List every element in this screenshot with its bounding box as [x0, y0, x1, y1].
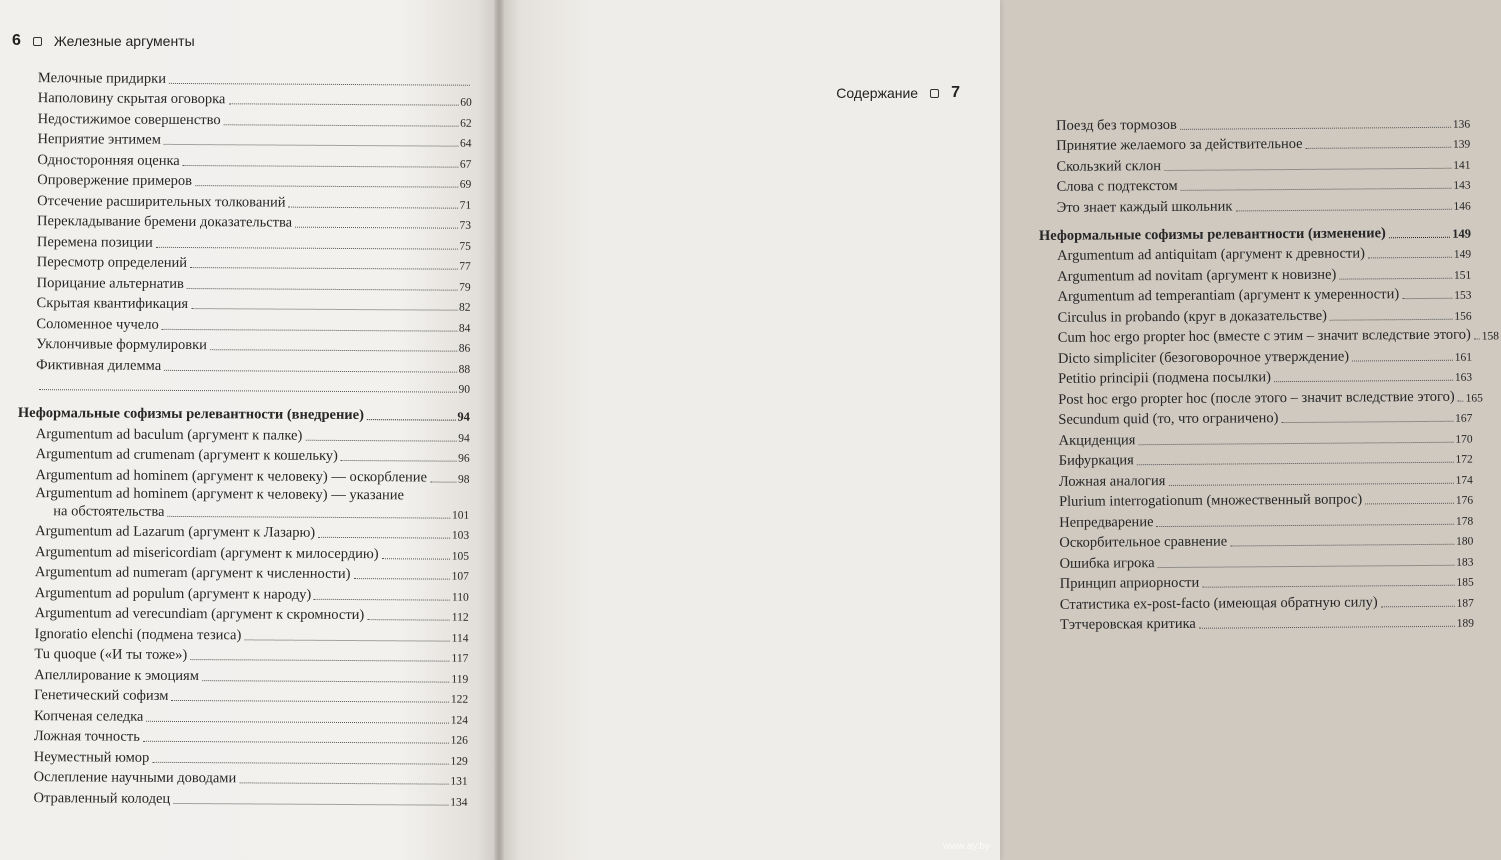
toc-entry-title: Dicto simpliciter (безоговорочное утверждение) — [1057, 348, 1350, 367]
toc-entry-page: 94 — [458, 432, 470, 445]
toc-entry-title: Акциденция — [1058, 431, 1136, 449]
toc-entry — [19, 168, 471, 191]
toc-entry-title: Argumentum ad numeram (аргумент к численности) — [34, 564, 351, 583]
toc-leader-dots — [1157, 523, 1454, 526]
toc-entry — [18, 291, 470, 314]
toc-entry-title: Argumentum ad verecundiam (аргумент к скромности) — [34, 605, 365, 624]
toc-entry-page: 79 — [459, 281, 471, 294]
toc-entry-page: 114 — [451, 632, 469, 645]
toc-section-heading — [1039, 217, 1471, 244]
toc-entry — [16, 704, 468, 727]
right-running-title: Содержание — [836, 85, 919, 101]
toc-leader-dots — [1368, 257, 1452, 259]
toc-entry-page: 172 — [1455, 453, 1473, 467]
toc-entry-page: 146 — [1453, 200, 1471, 213]
toc-entry — [18, 422, 470, 445]
toc-entry-title: Порицание альтернатив — [36, 274, 184, 292]
toc-leader-dots — [39, 389, 456, 393]
toc-entry-title: Argumentum ad misericordiam (аргумент к милосердию) — [34, 543, 379, 562]
toc-leader-dots — [1235, 208, 1451, 211]
toc-entry — [19, 230, 471, 253]
toc-entry-page: 73 — [459, 220, 472, 233]
toc-entry-title: Апеллирование к эмоциям — [34, 666, 199, 684]
toc-entry-page: 96 — [458, 453, 470, 466]
book-gutter — [494, 0, 504, 860]
toc-entry-page: 126 — [450, 735, 468, 748]
left-toc — [15, 66, 472, 809]
watermark: www.ay.by — [942, 841, 990, 852]
toc-entry-title: Неприятие энтимем — [37, 131, 161, 148]
toc-entry-page: 134 — [450, 796, 468, 809]
toc-entry — [19, 127, 471, 150]
toc-entry-title: Перемена позиции — [36, 233, 153, 251]
toc-entry — [17, 463, 469, 486]
toc-leader-dots — [1137, 462, 1454, 465]
toc-entry — [19, 148, 471, 171]
toc-entry — [1040, 385, 1483, 409]
toc-leader-dots — [1352, 359, 1453, 361]
toc-entry-title: Генетический софизм — [34, 687, 169, 704]
toc-entry-page: 156 — [1454, 310, 1472, 323]
toc-entry-title: Tu quoque («И ты тоже») — [34, 646, 188, 664]
toc-leader-dots — [1365, 503, 1454, 505]
toc-entry-page: 158 — [1481, 330, 1500, 343]
toc-entry-page: 129 — [450, 755, 468, 768]
toc-entry-title: Перекладывание бремени доказательства — [37, 213, 293, 231]
toc-leader-dots — [195, 185, 458, 188]
toc-entry — [1042, 610, 1474, 634]
toc-entry — [19, 189, 471, 212]
toc-entry-title: Ignoratio elenchi (подмена тезиса) — [34, 625, 242, 643]
square-ornament-icon — [33, 37, 42, 46]
toc-entry-page: 183 — [1456, 556, 1474, 569]
toc-entry-page: 98 — [457, 473, 470, 486]
toc-leader-dots — [1389, 236, 1450, 237]
toc-entry-page: 131 — [450, 776, 468, 789]
toc-entry-page: 88 — [458, 363, 471, 376]
toc-entry-title: Принцип априорности — [1059, 574, 1200, 592]
toc-leader-dots — [162, 328, 457, 331]
toc-leader-dots — [239, 782, 448, 784]
toc-entry-title: Argumentum ad baculum (аргумент к палке) — [35, 425, 303, 444]
toc-entry-title: Ошибка игрока — [1059, 554, 1155, 572]
toc-entry-title: Argumentum ad hominem (аргумент к человеку) — оскорбление — [35, 466, 428, 486]
toc-entry-title: Неуместный юмор — [33, 748, 150, 766]
toc-entry-title: Скрытая квантификация — [36, 295, 189, 313]
toc-leader-dots — [164, 144, 458, 147]
toc-entry-page: 149 — [1453, 248, 1472, 262]
toc-entry — [15, 786, 467, 809]
toc-leader-dots — [183, 164, 458, 167]
toc-entry-page: 174 — [1455, 474, 1473, 487]
toc-leader-dots — [146, 720, 448, 723]
toc-entry — [18, 353, 470, 376]
toc-leader-dots — [1339, 277, 1452, 279]
toc-leader-dots — [1330, 318, 1452, 320]
toc-entry-title: Недостижимое совершенство — [37, 110, 221, 128]
toc-entry-title: Circulus in probando (круг в доказательстве) — [1057, 307, 1328, 326]
toc-entry-title: Petitio principii (подмена посылки) — [1058, 369, 1272, 387]
toc-entry-page: 178 — [1455, 515, 1474, 528]
toc-entry — [20, 86, 472, 109]
toc-leader-dots — [1180, 126, 1451, 129]
toc-leader-dots — [1138, 441, 1453, 444]
toc-entry — [20, 107, 472, 130]
toc-entry-title: Соломенное чучело — [36, 315, 159, 333]
right-running-head — [836, 84, 960, 102]
toc-entry — [16, 683, 468, 706]
toc-entry-title: Статистика ex-post-facto (имеющая обратную силу) — [1059, 593, 1378, 613]
toc-entry-title: Скользкий склон — [1056, 157, 1162, 175]
toc-entry-title: Cum hoc ergo propter hoc (вместе с этим – значит вследствие этого) — [1057, 326, 1471, 346]
toc-entry-page: 107 — [451, 571, 469, 584]
toc-entry-page: 143 — [1453, 179, 1471, 193]
toc-leader-dots — [1306, 147, 1451, 149]
toc-entry-title: Слова с подтекстом — [1056, 177, 1178, 195]
toc-leader-dots — [169, 82, 470, 85]
toc-leader-dots — [156, 246, 458, 249]
toc-entry — [19, 250, 471, 273]
toc-entry-title: Argumentum ad novitam (аргумент к новизне) — [1057, 266, 1337, 285]
toc-leader-dots — [353, 578, 449, 580]
toc-leader-dots — [228, 103, 458, 105]
toc-entry-title: Односторонняя оценка — [37, 151, 180, 169]
toc-entry-page: 71 — [459, 199, 472, 212]
toc-entry-title: Argumentum ad Lazarum (аргумент к Лазарю) — [35, 523, 316, 541]
toc-entry-page: 149 — [1452, 226, 1472, 241]
toc-entry-title: Отравленный колодец — [33, 789, 171, 807]
toc-entry-page: 69 — [459, 179, 472, 192]
toc-leader-dots — [224, 124, 459, 126]
toc-leader-dots — [164, 369, 457, 372]
toc-entry — [17, 519, 469, 542]
toc-entry-page: 67 — [459, 158, 472, 171]
toc-leader-dots — [1281, 421, 1453, 423]
toc-leader-dots — [1199, 626, 1455, 629]
toc-leader-dots — [210, 349, 457, 352]
toc-entry-title: Неформальные софизмы релевантности (изменение) — [1038, 224, 1386, 244]
toc-entry — [16, 663, 468, 686]
left-page-number: 6 — [12, 32, 21, 49]
left-page — [0, 0, 497, 860]
toc-entry-page: 163 — [1454, 371, 1473, 385]
toc-entry-title: Это знает каждый школьник — [1056, 198, 1233, 216]
toc-entry — [1040, 323, 1500, 347]
toc-entry-title: Копченая селедка — [33, 707, 144, 725]
toc-entry-title: Post hoc ergo propter hoc (после этого – значит вследствие этого) — [1058, 388, 1455, 408]
left-running-title: Железные аргументы — [53, 33, 195, 49]
toc-leader-dots — [173, 802, 448, 805]
square-ornament-icon — [930, 89, 939, 98]
toc-entry-page: 139 — [1452, 138, 1471, 152]
toc-entry — [17, 540, 469, 563]
toc-entry — [20, 66, 472, 89]
toc-entry-page: 141 — [1453, 159, 1471, 172]
toc-entry-title: Фиктивная дилемма — [36, 356, 162, 374]
toc-entry — [16, 642, 468, 665]
toc-entry — [16, 622, 468, 645]
toc-leader-dots — [202, 680, 450, 683]
toc-entry — [16, 745, 468, 768]
toc-leader-dots — [190, 659, 449, 662]
toc-leader-dots — [305, 439, 456, 441]
toc-entry-page: 185 — [1456, 576, 1474, 590]
toc-entry-page: 86 — [458, 343, 471, 356]
toc-leader-dots — [1402, 298, 1452, 299]
toc-entry — [16, 724, 468, 747]
toc-leader-dots — [1458, 400, 1464, 401]
toc-leader-dots — [1164, 167, 1451, 170]
toc-leader-dots — [367, 619, 450, 621]
toc-leader-dots — [295, 227, 457, 229]
toc-entry-page: 151 — [1453, 269, 1472, 282]
toc-entry — [18, 373, 470, 396]
toc-entry-continuation — [35, 502, 469, 523]
toc-entry-title: Тэтчеровская критика — [1059, 615, 1196, 633]
right-page-number: 7 — [951, 84, 960, 101]
toc-entry-title: Argumentum ad hominem (аргумент к человеку) — указание — [35, 484, 405, 503]
toc-entry-title: Неформальные софизмы релевантности (внедрение) — [17, 405, 365, 424]
right-page — [500, 0, 1500, 860]
toc-entry-page: 119 — [451, 673, 469, 686]
toc-entry-title: Plurium interrogationum (множественный вопрос) — [1058, 491, 1363, 510]
toc-entry-page: 124 — [450, 714, 469, 727]
toc-leader-dots — [190, 267, 457, 270]
toc-leader-dots — [1274, 380, 1453, 382]
toc-leader-dots — [187, 288, 457, 291]
toc-entry — [17, 581, 469, 604]
toc-leader-dots — [1474, 339, 1480, 340]
toc-leader-dots — [1158, 564, 1455, 567]
toc-entry-page: 84 — [458, 322, 471, 335]
toc-entry-page: 60 — [460, 97, 472, 110]
toc-entry-title: Ослепление научными доводами — [33, 769, 237, 787]
left-running-head — [12, 32, 195, 50]
toc-entry — [19, 271, 471, 294]
toc-leader-dots — [152, 761, 448, 764]
toc-entry-page: 112 — [451, 612, 469, 625]
toc-entry-title: Поезд без тормозов — [1056, 116, 1177, 134]
toc-entry-page: 161 — [1454, 351, 1472, 364]
toc-entry-title: Argumentum ad populum (аргумент к народу) — [34, 584, 312, 603]
toc-entry-title: Опровержение примеров — [37, 172, 193, 190]
toc-leader-dots — [191, 308, 457, 311]
toc-leader-dots — [341, 460, 456, 462]
toc-section-heading — [18, 398, 470, 425]
toc-entry-page: 170 — [1455, 433, 1473, 446]
toc-entry-title: Мелочные придирки — [37, 69, 167, 87]
toc-entry-page: 180 — [1456, 535, 1474, 549]
toc-entry — [19, 209, 471, 232]
toc-entry-page: 176 — [1455, 494, 1474, 508]
toc-entry-title: Отсечение расширительных толкований — [37, 192, 286, 211]
toc-entry — [17, 560, 469, 583]
toc-leader-dots — [314, 598, 450, 600]
toc-entry-page: 90 — [458, 384, 471, 397]
toc-entry-page: 165 — [1465, 392, 1483, 405]
toc-entry-title-cont: на обстоятельства — [53, 502, 165, 520]
toc-leader-dots — [382, 558, 450, 559]
toc-entry-page: 105 — [451, 550, 470, 563]
toc-leader-dots — [318, 537, 450, 539]
toc-leader-dots — [143, 741, 449, 744]
toc-leader-dots — [167, 515, 450, 518]
toc-entry-title: Пересмотр определений — [36, 254, 188, 272]
toc-entry-title: Argumentum ad temperantiam (аргумент к умеренности) — [1057, 286, 1400, 305]
toc-entry-title: Secundum quid (то, что ограничено) — [1058, 410, 1279, 428]
toc-entry-page: 187 — [1456, 597, 1474, 610]
toc-leader-dots — [171, 700, 448, 703]
toc-entry-page: 94 — [457, 409, 470, 425]
toc-leader-dots — [1202, 585, 1454, 588]
toc-leader-dots — [244, 639, 449, 641]
toc-entry-page: 103 — [451, 530, 470, 543]
toc-entry — [17, 601, 469, 624]
toc-leader-dots — [1230, 544, 1454, 547]
toc-entry-page: 110 — [451, 591, 469, 604]
toc-leader-dots — [430, 481, 456, 482]
toc-entry — [18, 442, 470, 465]
toc-entry-page: 75 — [459, 240, 471, 253]
toc-entry-page: 82 — [458, 302, 471, 315]
toc-entry-page: 189 — [1456, 617, 1475, 631]
toc-entry-title: Ложная точность — [33, 728, 140, 745]
toc-entry-page: 122 — [450, 694, 469, 707]
toc-entry-title: Ложная аналогия — [1058, 472, 1166, 490]
toc-entry-page: 62 — [460, 117, 472, 130]
toc-entry-page: 136 — [1452, 118, 1471, 131]
toc-entry-title: Принятие желаемого за действительное — [1056, 135, 1303, 154]
toc-leader-dots — [367, 419, 455, 421]
toc-entry-title: Argumentum ad antiquitam (аргумент к древности) — [1057, 245, 1365, 264]
toc-entry-title: Непредварение — [1059, 513, 1154, 531]
toc-leader-dots — [1381, 605, 1455, 607]
toc-entry-title: Наполовину скрытая оговорка — [37, 90, 226, 108]
toc-leader-dots — [1181, 188, 1452, 191]
toc-entry-title: Argumentum ad crumenam (аргумент к кошельку) — [35, 446, 338, 465]
toc-leader-dots — [1168, 482, 1453, 485]
toc-entry — [1039, 193, 1471, 217]
toc-entry — [17, 483, 469, 522]
toc-entry-title: Уклончивые формулировки — [36, 336, 207, 354]
toc-entry-title: Оскорбительное сравнение — [1059, 533, 1228, 551]
toc-entry-page: 64 — [459, 138, 472, 151]
toc-leader-dots — [289, 206, 458, 208]
toc-entry-page: 117 — [451, 653, 469, 666]
toc-entry-page: 153 — [1454, 289, 1472, 303]
toc-entry — [18, 332, 470, 355]
toc-entry-title: Бифуркация — [1058, 452, 1134, 469]
toc-entry-page: 101 — [451, 509, 470, 522]
toc-entry — [16, 765, 468, 788]
toc-entry — [18, 312, 470, 335]
right-toc — [1038, 111, 1500, 634]
toc-entry-page: 77 — [459, 261, 471, 274]
toc-entry-page: 167 — [1455, 412, 1473, 426]
